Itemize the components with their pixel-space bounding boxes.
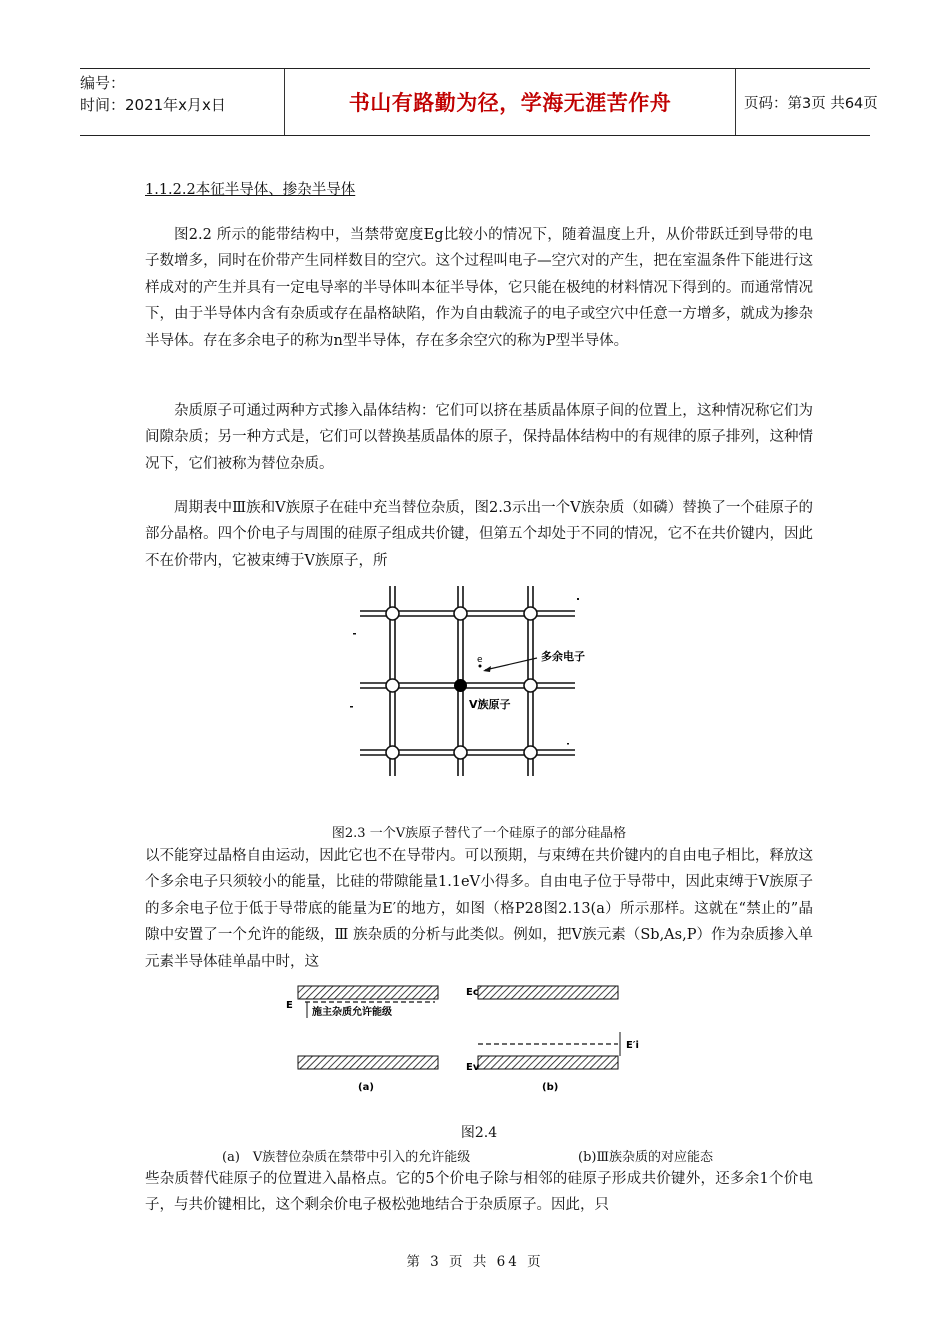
label-donor-level: 施主杂质允许能级: [312, 1007, 392, 1018]
figure-2-4-title: 图2.4: [460, 1125, 498, 1141]
code-label: 编号：: [80, 74, 126, 92]
paragraph-impurity-types: [145, 398, 813, 477]
label-a: (a): [358, 1082, 374, 1093]
time-label: 时间：2021年x月x日: [80, 96, 226, 114]
paragraph-text: 图2.2 所示的能带结构中，当禁带宽度Eg比较小的情况下，随着温度上升，从价带跃迁到导带的电子数增多，同时在价带产生同样数目的空穴。这个过程叫电子—空穴对的产生，把在室温条件下能进行这样成对的产生并具有一定电导率的半导体叫本征半导体，它只能在极纯的材料情况下得到的。而通常情况下，由于半导体内含有杂质或存在晶格缺陷，作为自由载流子的电子或空穴中任意一方增多，就成为掺杂半导体。存在多余电子的称为n型半导体，存在多余空穴的称为P型半导体。: [145, 227, 813, 349]
energy-level-figure: [280, 982, 650, 1094]
paragraph-text: 周期表中Ⅲ族和Ⅴ族原子在硅中充当替位杂质，图2.3示出一个Ⅴ族杂质（如磷）替换了一个硅原子的部分晶格。四个价电子与周围的硅原子组成共价键，但第五个却处于不同的情况，它不在共价键内，因此不在价带内，它被束缚于Ⅴ族原子，所: [145, 500, 813, 569]
conduction-band-b: [478, 986, 618, 999]
paragraph-text: 杂质原子可通过两种方式掺入晶体结构：它们可以挤在基质晶体原子间的位置上，这种情况称它们为间隙杂质；另一种方式是，它们可以替换基质晶体的原子，保持晶体结构中的有规律的原子排列，这种情况下，它们被称为替位杂质。: [145, 403, 813, 472]
label-E: E: [286, 1000, 293, 1011]
label-Ec: Ec: [466, 987, 479, 998]
motto: 书山有路勤为径，学海无涯苦作舟: [348, 91, 672, 115]
valence-band-b: [478, 1056, 618, 1069]
valence-band-a: [298, 1056, 438, 1069]
figure-2-3-caption: 图2.3 一个Ⅴ族原子替代了一个硅原子的部分硅晶格: [331, 826, 627, 841]
arrowhead-icon: [483, 666, 491, 672]
electron-arrow: [485, 658, 537, 670]
header-left-cell: [80, 69, 284, 135]
label-b: (b): [542, 1082, 559, 1093]
header-page-cell: [736, 69, 878, 135]
figure-2-4-caption-b: (b)Ⅲ族杂质的对应能态: [578, 1150, 714, 1165]
label-Ei: E′i: [626, 1040, 639, 1051]
paragraph-lattice-entry: [145, 1166, 813, 1219]
group5-atom-marker: [454, 679, 467, 692]
paragraph-text: 以不能穿过晶格自由运动，因此它也不在导带内。可以预期，与束缚在共价键内的自由电子相比，释放这个多余电子只须较小的能量，比硅的带隙能量1.1eV小得多。自由电子位于导带中，因此束缚于Ⅴ族原子的多余电子位于低于导带底的能量为E′的地方，如图（格P28图2.13(a）所示那样。这就在“禁止的”晶隙中安置了一个允许的能级，Ⅲ 族杂质的分析与此类似。例如，把Ⅴ族元素（Sb,As,P）作为杂质掺入单元素半导体硅单晶中时，这: [145, 848, 813, 970]
scan-specks: [350, 598, 579, 745]
section-heading: 1.1.2.2本征半导体、掺杂半导体: [145, 182, 356, 198]
label-excess-electron: 多余电子: [541, 650, 585, 663]
paragraph-intrinsic: [145, 222, 813, 354]
label-Ev: Ev: [466, 1062, 480, 1073]
page-info: 页码：第3页 共64页: [744, 95, 878, 112]
paragraph-text: 些杂质替代硅原子的位置进入晶格点。它的5个价电子除与相邻的硅原子形成共价键外，还多余1个价电子，与共价键相比，这个剩余价电子极松弛地结合于杂质原子。因此，只: [145, 1171, 813, 1214]
header-motto-cell: [284, 69, 736, 135]
lattice-figure: [345, 578, 595, 778]
page-footer: 第 3 页 共 64 页: [406, 1254, 544, 1270]
label-e: e: [477, 655, 483, 665]
conduction-band-a: [298, 986, 438, 999]
paragraph-donor-level: [145, 843, 813, 975]
document-header: [80, 68, 878, 136]
figure-2-4-caption-a: (a) Ⅴ族替位杂质在禁带中引入的允许能级: [222, 1150, 471, 1165]
paragraph-substitution: [145, 495, 813, 574]
label-group5-atom: Ⅴ族原子: [469, 698, 511, 711]
